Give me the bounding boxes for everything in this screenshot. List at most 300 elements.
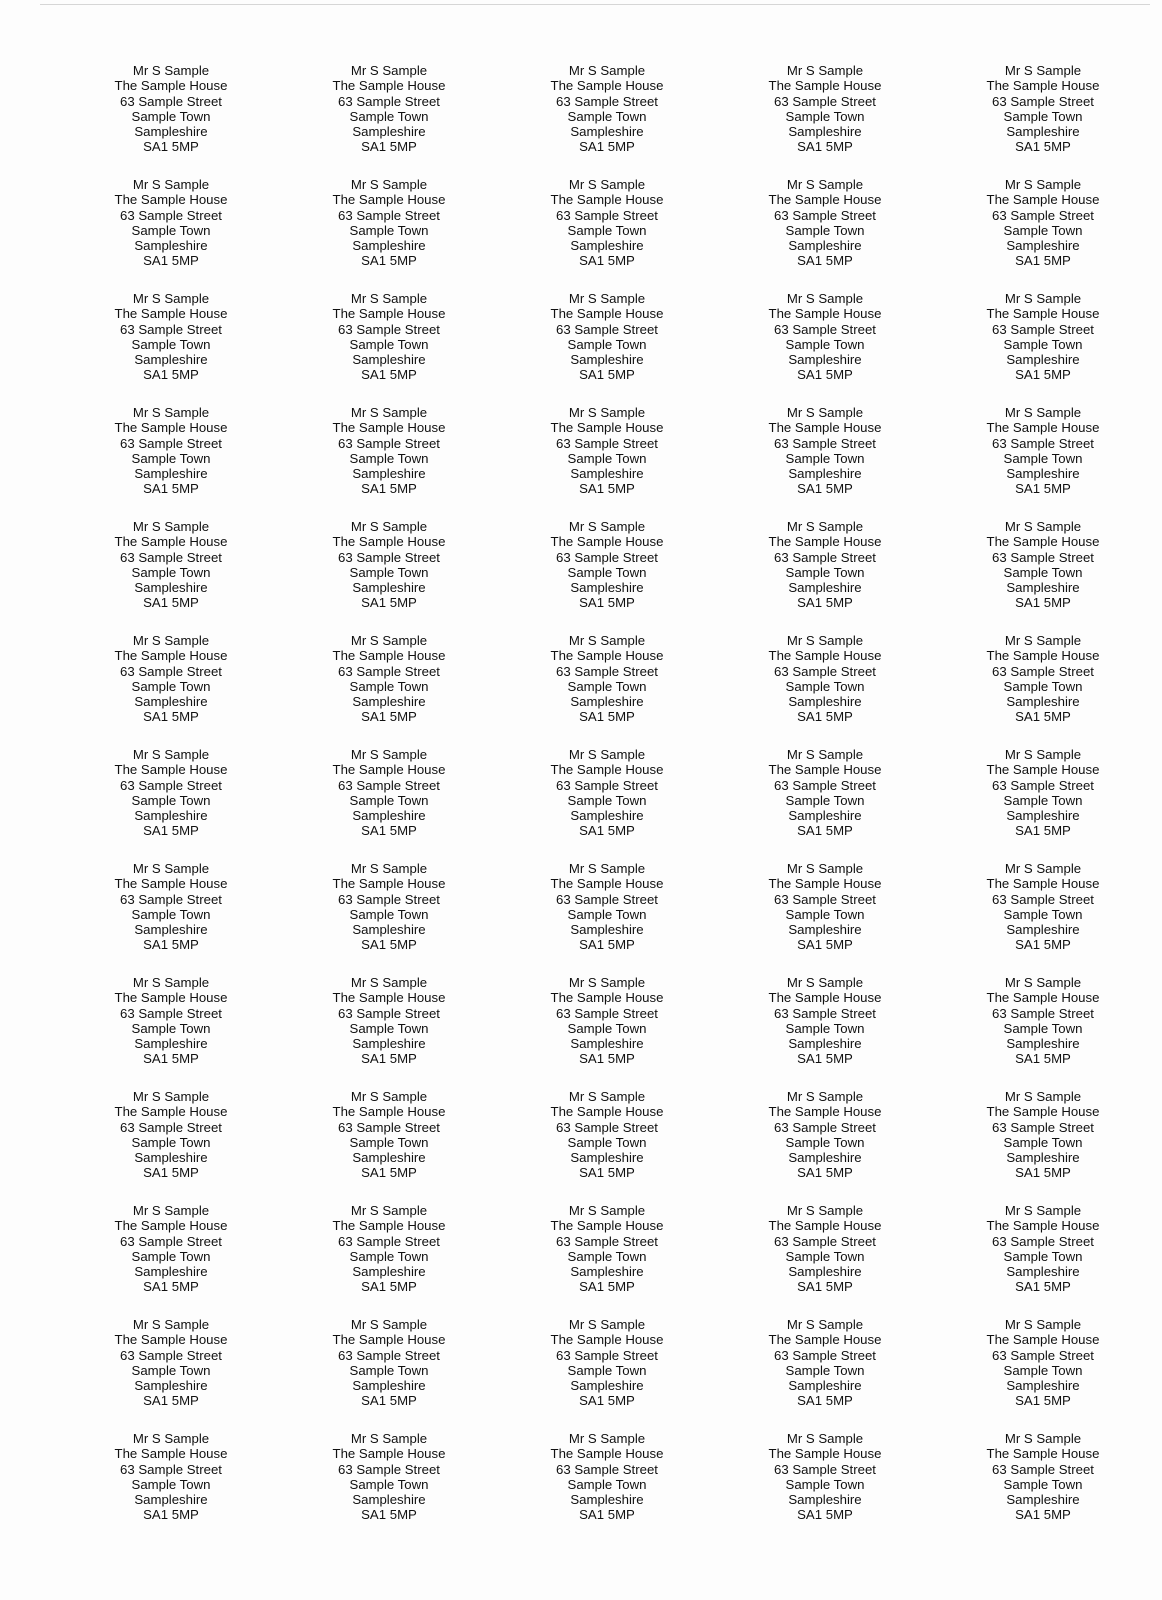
house-name: The Sample House	[768, 420, 882, 436]
postcode: SA1 5MP	[361, 1279, 417, 1295]
postcode: SA1 5MP	[579, 481, 635, 497]
town: Sample Town	[131, 678, 211, 694]
house-name: The Sample House	[768, 534, 882, 550]
postcode: SA1 5MP	[1015, 367, 1071, 383]
address-label	[62, 291, 280, 405]
town: Sample Town	[785, 336, 865, 352]
addressee-name: Mr S Sample	[350, 405, 428, 420]
town: Sample Town	[1003, 564, 1083, 580]
addressee-name: Mr S Sample	[568, 63, 646, 78]
county: Sampleshire	[134, 580, 208, 596]
county: Sampleshire	[1006, 352, 1080, 368]
house-name: The Sample House	[768, 990, 882, 1006]
county: Sampleshire	[788, 1378, 862, 1394]
addressee-name: Mr S Sample	[568, 1317, 646, 1332]
postcode: SA1 5MP	[361, 139, 417, 155]
county: Sampleshire	[570, 808, 644, 824]
street-address: 63 Sample Street	[338, 321, 440, 337]
address-label	[498, 975, 716, 1089]
street-address: 63 Sample Street	[992, 891, 1094, 907]
town: Sample Town	[131, 222, 211, 238]
addressee-name: Mr S Sample	[568, 1089, 646, 1104]
street-address: 63 Sample Street	[338, 1461, 440, 1477]
addressee-name: Mr S Sample	[132, 1203, 210, 1218]
addressee-name: Mr S Sample	[786, 1203, 864, 1218]
town: Sample Town	[1003, 1362, 1083, 1378]
address-label	[934, 633, 1152, 747]
postcode: SA1 5MP	[361, 1507, 417, 1523]
addressee-name: Mr S Sample	[1004, 861, 1082, 876]
postcode: SA1 5MP	[579, 1165, 635, 1181]
county: Sampleshire	[1006, 1378, 1080, 1394]
address-label	[62, 1203, 280, 1317]
house-name: The Sample House	[550, 534, 664, 550]
county: Sampleshire	[352, 238, 426, 254]
postcode: SA1 5MP	[143, 1279, 199, 1295]
postcode: SA1 5MP	[143, 139, 199, 155]
addressee-name: Mr S Sample	[786, 63, 864, 78]
address-label	[280, 975, 498, 1089]
addressee-name: Mr S Sample	[132, 861, 210, 876]
town: Sample Town	[785, 222, 865, 238]
street-address: 63 Sample Street	[338, 1005, 440, 1021]
address-label	[62, 405, 280, 519]
house-name: The Sample House	[550, 648, 664, 664]
postcode: SA1 5MP	[361, 823, 417, 839]
county: Sampleshire	[570, 1378, 644, 1394]
address-label	[716, 177, 934, 291]
addressee-name: Mr S Sample	[1004, 177, 1082, 192]
address-label	[498, 1317, 716, 1431]
town: Sample Town	[131, 108, 211, 124]
postcode: SA1 5MP	[1015, 823, 1071, 839]
address-label	[280, 1431, 498, 1545]
address-label	[498, 63, 716, 177]
street-address: 63 Sample Street	[556, 1461, 658, 1477]
addressee-name: Mr S Sample	[786, 177, 864, 192]
addressee-name: Mr S Sample	[568, 519, 646, 534]
address-label	[934, 861, 1152, 975]
house-name: The Sample House	[332, 420, 446, 436]
county: Sampleshire	[1006, 922, 1080, 938]
addressee-name: Mr S Sample	[132, 177, 210, 192]
street-address: 63 Sample Street	[556, 1347, 658, 1363]
house-name: The Sample House	[332, 1104, 446, 1120]
house-name: The Sample House	[986, 1446, 1100, 1462]
house-name: The Sample House	[550, 78, 664, 94]
postcode: SA1 5MP	[143, 1393, 199, 1409]
address-label	[498, 1203, 716, 1317]
county: Sampleshire	[1006, 1492, 1080, 1508]
postcode: SA1 5MP	[361, 367, 417, 383]
postcode: SA1 5MP	[579, 1279, 635, 1295]
street-address: 63 Sample Street	[120, 93, 222, 109]
house-name: The Sample House	[114, 420, 228, 436]
street-address: 63 Sample Street	[556, 777, 658, 793]
street-address: 63 Sample Street	[338, 1119, 440, 1135]
address-label	[934, 63, 1152, 177]
address-label	[716, 1089, 934, 1203]
postcode: SA1 5MP	[797, 823, 853, 839]
street-address: 63 Sample Street	[992, 1347, 1094, 1363]
postcode: SA1 5MP	[361, 253, 417, 269]
postcode: SA1 5MP	[1015, 1051, 1071, 1067]
town: Sample Town	[567, 1476, 647, 1492]
addressee-name: Mr S Sample	[568, 291, 646, 306]
town: Sample Town	[349, 1020, 429, 1036]
town: Sample Town	[349, 108, 429, 124]
town: Sample Town	[785, 1020, 865, 1036]
house-name: The Sample House	[550, 306, 664, 322]
town: Sample Town	[1003, 906, 1083, 922]
house-name: The Sample House	[114, 1218, 228, 1234]
house-name: The Sample House	[332, 648, 446, 664]
address-label	[280, 861, 498, 975]
street-address: 63 Sample Street	[120, 1233, 222, 1249]
street-address: 63 Sample Street	[556, 1119, 658, 1135]
postcode: SA1 5MP	[797, 481, 853, 497]
street-address: 63 Sample Street	[774, 1347, 876, 1363]
county: Sampleshire	[788, 1150, 862, 1166]
street-address: 63 Sample Street	[774, 207, 876, 223]
addressee-name: Mr S Sample	[350, 519, 428, 534]
town: Sample Town	[785, 450, 865, 466]
house-name: The Sample House	[332, 876, 446, 892]
house-name: The Sample House	[986, 420, 1100, 436]
house-name: The Sample House	[768, 1446, 882, 1462]
address-label	[280, 63, 498, 177]
addressee-name: Mr S Sample	[350, 1203, 428, 1218]
postcode: SA1 5MP	[361, 709, 417, 725]
town: Sample Town	[131, 1134, 211, 1150]
house-name: The Sample House	[332, 1218, 446, 1234]
town: Sample Town	[131, 1020, 211, 1036]
postcode: SA1 5MP	[797, 139, 853, 155]
house-name: The Sample House	[332, 306, 446, 322]
postcode: SA1 5MP	[579, 823, 635, 839]
county: Sampleshire	[134, 808, 208, 824]
county: Sampleshire	[134, 922, 208, 938]
county: Sampleshire	[1006, 808, 1080, 824]
address-label	[716, 1317, 934, 1431]
house-name: The Sample House	[550, 1332, 664, 1348]
addressee-name: Mr S Sample	[132, 1317, 210, 1332]
address-label	[280, 291, 498, 405]
address-label	[934, 519, 1152, 633]
street-address: 63 Sample Street	[556, 663, 658, 679]
addressee-name: Mr S Sample	[786, 1431, 864, 1446]
addressee-name: Mr S Sample	[568, 633, 646, 648]
county: Sampleshire	[788, 922, 862, 938]
house-name: The Sample House	[114, 1332, 228, 1348]
town: Sample Town	[1003, 1476, 1083, 1492]
address-label	[62, 177, 280, 291]
street-address: 63 Sample Street	[338, 663, 440, 679]
postcode: SA1 5MP	[579, 1393, 635, 1409]
street-address: 63 Sample Street	[774, 549, 876, 565]
addressee-name: Mr S Sample	[568, 747, 646, 762]
county: Sampleshire	[788, 1036, 862, 1052]
address-label	[62, 861, 280, 975]
postcode: SA1 5MP	[797, 1051, 853, 1067]
postcode: SA1 5MP	[797, 1165, 853, 1181]
address-label	[934, 1203, 1152, 1317]
house-name: The Sample House	[550, 990, 664, 1006]
house-name: The Sample House	[332, 1332, 446, 1348]
county: Sampleshire	[352, 124, 426, 140]
county: Sampleshire	[788, 352, 862, 368]
house-name: The Sample House	[114, 192, 228, 208]
street-address: 63 Sample Street	[120, 1461, 222, 1477]
postcode: SA1 5MP	[1015, 253, 1071, 269]
town: Sample Town	[349, 906, 429, 922]
town: Sample Town	[567, 792, 647, 808]
house-name: The Sample House	[550, 876, 664, 892]
town: Sample Town	[1003, 678, 1083, 694]
postcode: SA1 5MP	[1015, 937, 1071, 953]
town: Sample Town	[567, 1134, 647, 1150]
street-address: 63 Sample Street	[120, 777, 222, 793]
town: Sample Town	[131, 1476, 211, 1492]
addressee-name: Mr S Sample	[1004, 747, 1082, 762]
street-address: 63 Sample Street	[120, 435, 222, 451]
postcode: SA1 5MP	[143, 1051, 199, 1067]
street-address: 63 Sample Street	[774, 1005, 876, 1021]
town: Sample Town	[785, 906, 865, 922]
town: Sample Town	[1003, 1020, 1083, 1036]
county: Sampleshire	[788, 580, 862, 596]
county: Sampleshire	[134, 238, 208, 254]
address-label	[716, 519, 934, 633]
addressee-name: Mr S Sample	[1004, 975, 1082, 990]
postcode: SA1 5MP	[143, 823, 199, 839]
address-label	[716, 861, 934, 975]
street-address: 63 Sample Street	[992, 207, 1094, 223]
addressee-name: Mr S Sample	[786, 405, 864, 420]
house-name: The Sample House	[332, 1446, 446, 1462]
postcode: SA1 5MP	[143, 937, 199, 953]
addressee-name: Mr S Sample	[350, 291, 428, 306]
county: Sampleshire	[134, 1378, 208, 1394]
address-label	[716, 633, 934, 747]
street-address: 63 Sample Street	[992, 1461, 1094, 1477]
county: Sampleshire	[1006, 238, 1080, 254]
town: Sample Town	[785, 1476, 865, 1492]
town: Sample Town	[349, 792, 429, 808]
town: Sample Town	[349, 450, 429, 466]
addressee-name: Mr S Sample	[1004, 1203, 1082, 1218]
county: Sampleshire	[570, 922, 644, 938]
address-label	[280, 1203, 498, 1317]
street-address: 63 Sample Street	[338, 93, 440, 109]
county: Sampleshire	[788, 124, 862, 140]
street-address: 63 Sample Street	[992, 1119, 1094, 1135]
town: Sample Town	[567, 1020, 647, 1036]
postcode: SA1 5MP	[579, 367, 635, 383]
address-label	[716, 975, 934, 1089]
postcode: SA1 5MP	[797, 367, 853, 383]
house-name: The Sample House	[768, 1332, 882, 1348]
county: Sampleshire	[1006, 580, 1080, 596]
postcode: SA1 5MP	[1015, 139, 1071, 155]
county: Sampleshire	[134, 1264, 208, 1280]
address-label	[62, 747, 280, 861]
postcode: SA1 5MP	[361, 595, 417, 611]
address-label	[280, 1089, 498, 1203]
house-name: The Sample House	[114, 990, 228, 1006]
postcode: SA1 5MP	[361, 1165, 417, 1181]
addressee-name: Mr S Sample	[786, 519, 864, 534]
addressee-name: Mr S Sample	[786, 633, 864, 648]
address-label	[498, 177, 716, 291]
county: Sampleshire	[134, 466, 208, 482]
addressee-name: Mr S Sample	[350, 975, 428, 990]
house-name: The Sample House	[986, 1218, 1100, 1234]
addressee-name: Mr S Sample	[132, 519, 210, 534]
town: Sample Town	[131, 450, 211, 466]
county: Sampleshire	[788, 808, 862, 824]
town: Sample Town	[131, 906, 211, 922]
house-name: The Sample House	[550, 1446, 664, 1462]
addressee-name: Mr S Sample	[568, 405, 646, 420]
address-label	[716, 405, 934, 519]
address-label	[716, 1203, 934, 1317]
street-address: 63 Sample Street	[992, 777, 1094, 793]
postcode: SA1 5MP	[579, 253, 635, 269]
county: Sampleshire	[352, 1264, 426, 1280]
town: Sample Town	[1003, 222, 1083, 238]
street-address: 63 Sample Street	[992, 1233, 1094, 1249]
address-label	[62, 519, 280, 633]
county: Sampleshire	[570, 352, 644, 368]
postcode: SA1 5MP	[1015, 709, 1071, 725]
postcode: SA1 5MP	[797, 253, 853, 269]
postcode: SA1 5MP	[143, 1507, 199, 1523]
postcode: SA1 5MP	[143, 1165, 199, 1181]
address-label	[280, 633, 498, 747]
address-label	[280, 519, 498, 633]
address-label	[280, 177, 498, 291]
postcode: SA1 5MP	[1015, 1393, 1071, 1409]
street-address: 63 Sample Street	[556, 1005, 658, 1021]
addressee-name: Mr S Sample	[350, 1431, 428, 1446]
town: Sample Town	[785, 108, 865, 124]
house-name: The Sample House	[550, 192, 664, 208]
postcode: SA1 5MP	[579, 595, 635, 611]
address-label	[716, 63, 934, 177]
postcode: SA1 5MP	[797, 595, 853, 611]
town: Sample Town	[131, 564, 211, 580]
house-name: The Sample House	[550, 1218, 664, 1234]
county: Sampleshire	[570, 466, 644, 482]
street-address: 63 Sample Street	[120, 549, 222, 565]
town: Sample Town	[567, 906, 647, 922]
town: Sample Town	[567, 564, 647, 580]
street-address: 63 Sample Street	[556, 321, 658, 337]
county: Sampleshire	[570, 1264, 644, 1280]
town: Sample Town	[349, 336, 429, 352]
address-label	[934, 975, 1152, 1089]
addressee-name: Mr S Sample	[568, 1203, 646, 1218]
county: Sampleshire	[788, 466, 862, 482]
town: Sample Town	[567, 1248, 647, 1264]
addressee-name: Mr S Sample	[350, 177, 428, 192]
addressee-name: Mr S Sample	[132, 63, 210, 78]
street-address: 63 Sample Street	[338, 207, 440, 223]
address-label	[62, 1089, 280, 1203]
addressee-name: Mr S Sample	[132, 1431, 210, 1446]
address-label	[934, 405, 1152, 519]
street-address: 63 Sample Street	[556, 435, 658, 451]
postcode: SA1 5MP	[797, 1507, 853, 1523]
addressee-name: Mr S Sample	[1004, 1089, 1082, 1104]
town: Sample Town	[785, 1134, 865, 1150]
address-label	[716, 1431, 934, 1545]
county: Sampleshire	[352, 352, 426, 368]
county: Sampleshire	[1006, 1150, 1080, 1166]
street-address: 63 Sample Street	[338, 549, 440, 565]
address-label	[716, 747, 934, 861]
postcode: SA1 5MP	[579, 1507, 635, 1523]
house-name: The Sample House	[986, 192, 1100, 208]
street-address: 63 Sample Street	[774, 1119, 876, 1135]
town: Sample Town	[785, 678, 865, 694]
street-address: 63 Sample Street	[120, 1005, 222, 1021]
addressee-name: Mr S Sample	[568, 1431, 646, 1446]
street-address: 63 Sample Street	[120, 1347, 222, 1363]
town: Sample Town	[349, 222, 429, 238]
addressee-name: Mr S Sample	[132, 405, 210, 420]
street-address: 63 Sample Street	[556, 549, 658, 565]
street-address: 63 Sample Street	[774, 93, 876, 109]
house-name: The Sample House	[768, 876, 882, 892]
addressee-name: Mr S Sample	[1004, 291, 1082, 306]
street-address: 63 Sample Street	[774, 435, 876, 451]
address-label	[498, 291, 716, 405]
town: Sample Town	[1003, 1248, 1083, 1264]
addressee-name: Mr S Sample	[350, 1317, 428, 1332]
address-label	[716, 291, 934, 405]
postcode: SA1 5MP	[797, 1279, 853, 1295]
postcode: SA1 5MP	[361, 1393, 417, 1409]
street-address: 63 Sample Street	[992, 1005, 1094, 1021]
addressee-name: Mr S Sample	[132, 975, 210, 990]
address-label	[498, 1431, 716, 1545]
county: Sampleshire	[352, 922, 426, 938]
addressee-name: Mr S Sample	[786, 291, 864, 306]
town: Sample Town	[567, 222, 647, 238]
street-address: 63 Sample Street	[338, 435, 440, 451]
town: Sample Town	[567, 1362, 647, 1378]
house-name: The Sample House	[114, 78, 228, 94]
house-name: The Sample House	[768, 762, 882, 778]
street-address: 63 Sample Street	[338, 1347, 440, 1363]
postcode: SA1 5MP	[143, 709, 199, 725]
addressee-name: Mr S Sample	[1004, 63, 1082, 78]
postcode: SA1 5MP	[579, 1051, 635, 1067]
address-label	[934, 747, 1152, 861]
address-label	[62, 633, 280, 747]
county: Sampleshire	[352, 1378, 426, 1394]
street-address: 63 Sample Street	[338, 891, 440, 907]
county: Sampleshire	[570, 694, 644, 710]
house-name: The Sample House	[986, 648, 1100, 664]
street-address: 63 Sample Street	[556, 93, 658, 109]
county: Sampleshire	[570, 1036, 644, 1052]
county: Sampleshire	[1006, 124, 1080, 140]
county: Sampleshire	[570, 580, 644, 596]
page-edge-divider	[40, 4, 1150, 5]
